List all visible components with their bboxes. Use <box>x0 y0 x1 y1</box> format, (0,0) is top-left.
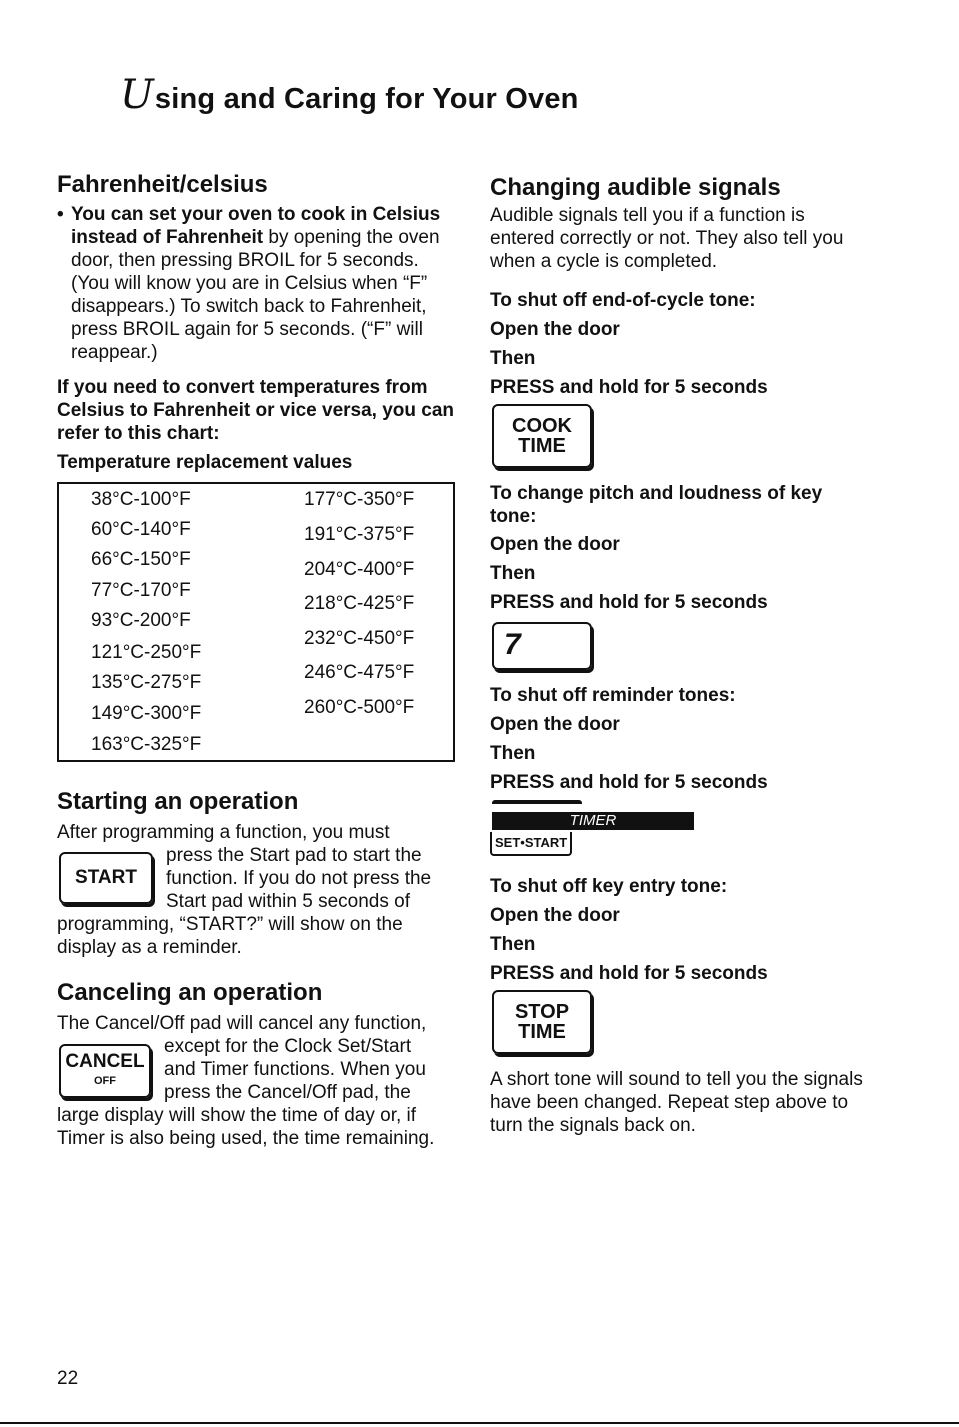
table-cell: 218°C-425°F <box>304 593 415 614</box>
celsius-rest: by opening the oven door, then pressing BROIL for 5 seconds. (You will know you are in Celsius when “F” disappears.) To switch back to Fahrenheit, press BROIL again for 5 seconds. (“F” will reappear.) <box>71 227 440 363</box>
canceling-side <box>164 1035 464 1104</box>
table-cell: 149°C-300°F <box>91 703 202 724</box>
set-start-label: SET•START <box>495 835 568 850</box>
table-cell: 163°C-325°F <box>91 734 202 755</box>
pad-label: TIME <box>518 435 566 457</box>
closing-note <box>490 1068 930 1137</box>
text-line: Timer is also being used, the time remaining. <box>57 1128 435 1149</box>
text-line: large display will show the time of day or, if <box>57 1105 417 1126</box>
end-cycle-steps <box>490 286 910 402</box>
bottom-rule <box>0 1422 959 1424</box>
starting-rest <box>57 913 467 959</box>
seven-pad[interactable] <box>492 622 592 670</box>
starting-heading: Starting an operation <box>57 788 299 815</box>
step-open-door: Open the door <box>490 534 620 555</box>
step-press-hold: PRESS and hold for 5 seconds <box>490 377 768 398</box>
step-then: Then <box>490 743 536 764</box>
table-cell: 121°C-250°F <box>91 642 202 663</box>
stop-time-pad[interactable] <box>492 990 592 1054</box>
page-title <box>120 72 579 118</box>
step-title: To shut off key entry tone: <box>490 876 728 897</box>
title-text: sing and Caring for Your Oven <box>154 83 579 115</box>
canceling-rest <box>57 1104 477 1150</box>
celsius-lead: You can set your oven to cook in Celsius instead of Fahrenheit <box>71 204 441 248</box>
text-line: have been changed. Repeat step above to <box>490 1092 849 1113</box>
text-line: and Timer functions. When you <box>164 1059 426 1080</box>
step-press-hold: PRESS and hold for 5 seconds <box>490 592 768 613</box>
step-open-door: Open the door <box>490 319 620 340</box>
table-cell: 135°C-275°F <box>91 672 202 693</box>
step-then: Then <box>490 934 536 955</box>
table-cell: 66°C-150°F <box>91 549 191 570</box>
step-then: Then <box>490 563 536 584</box>
starting-line1: After programming a function, you must <box>57 822 390 843</box>
temperature-table <box>57 482 455 762</box>
celsius-instruction <box>57 203 457 364</box>
table-cell: 191°C-375°F <box>304 524 415 545</box>
pad-label: 7 <box>504 628 521 661</box>
convert-note: If you need to convert temperatures from Celsius to Fahrenheit or vice versa, you can refer to this chart: <box>57 377 455 444</box>
page-number: 22 <box>57 1368 79 1389</box>
table-cell: 93°C-200°F <box>91 610 191 631</box>
step-then: Then <box>490 348 536 369</box>
text-line: when a cycle is completed. <box>490 251 718 272</box>
step-title: To shut off end-of-cycle tone: <box>490 290 756 311</box>
table-title: Temperature replacement values <box>57 452 353 473</box>
title-initial: U <box>120 72 154 118</box>
timer-label: TIMER <box>569 812 617 829</box>
text-line: turn the signals back on. <box>490 1115 696 1136</box>
cancel-pad[interactable] <box>59 1044 151 1098</box>
set-start-pad[interactable] <box>490 832 572 856</box>
step-title: To change pitch and loudness of key <box>490 483 823 504</box>
fahrenheit-section <box>57 203 457 474</box>
table-cell: 177°C-350°F <box>304 489 415 510</box>
start-pad[interactable] <box>59 852 153 904</box>
table-cell: 60°C-140°F <box>91 519 191 540</box>
pitch-title <box>490 482 910 528</box>
cancel-pad-label: CANCEL <box>65 1051 145 1072</box>
text-line: function. If you do not press the <box>166 868 432 889</box>
step-press-hold: PRESS and hold for 5 seconds <box>490 963 768 984</box>
fahrenheit-heading: Fahrenheit/celsius <box>57 171 268 198</box>
pad-label: STOP <box>514 1001 570 1023</box>
reminder-steps <box>490 681 910 797</box>
start-pad-label: START <box>75 867 137 888</box>
key-entry-steps <box>490 872 910 988</box>
table-cell: 246°C-475°F <box>304 662 415 683</box>
cancel-pad-sublabel: OFF <box>94 1075 116 1087</box>
starting-side <box>166 844 466 913</box>
text-line: programming, “START?” will show on the <box>57 914 403 935</box>
text-line: display as a reminder. <box>57 937 242 958</box>
text-line: Audible signals tell you if a function is <box>490 205 805 226</box>
canceling-line1: The Cancel/Off pad will cancel any function, <box>57 1013 427 1034</box>
canceling-heading: Canceling an operation <box>57 979 323 1006</box>
text-line: A short tone will sound to tell you the signals <box>490 1069 863 1090</box>
step-title: To shut off reminder tones: <box>490 685 736 706</box>
text-line: Start pad within 5 seconds of <box>166 891 410 912</box>
step-open-door: Open the door <box>490 905 620 926</box>
table-cell: 260°C-500°F <box>304 697 415 718</box>
table-cell: 204°C-400°F <box>304 559 415 580</box>
step-title: tone: <box>490 506 537 527</box>
audible-intro <box>490 204 910 273</box>
pad-label: COOK <box>512 415 572 437</box>
text-line: press the Start pad to start the <box>166 845 422 866</box>
pitch-steps <box>490 530 910 617</box>
text-line: entered correctly or not. They also tell you <box>490 228 844 249</box>
table-cell: 38°C-100°F <box>91 489 191 510</box>
pad-label: TIME <box>518 1021 566 1043</box>
cook-time-pad[interactable] <box>492 404 592 468</box>
step-open-door: Open the door <box>490 714 620 735</box>
audible-heading: Changing audible signals <box>490 174 781 201</box>
table-cell: 77°C-170°F <box>91 580 191 601</box>
timer-pad-top-edge <box>492 800 582 804</box>
table-cell: 232°C-450°F <box>304 628 415 649</box>
timer-pad[interactable] <box>492 812 694 830</box>
step-press-hold: PRESS and hold for 5 seconds <box>490 772 768 793</box>
text-line: except for the Clock Set/Start <box>164 1036 412 1057</box>
text-line: press the Cancel/Off pad, the <box>164 1082 411 1103</box>
bullet-icon: • <box>57 204 64 225</box>
